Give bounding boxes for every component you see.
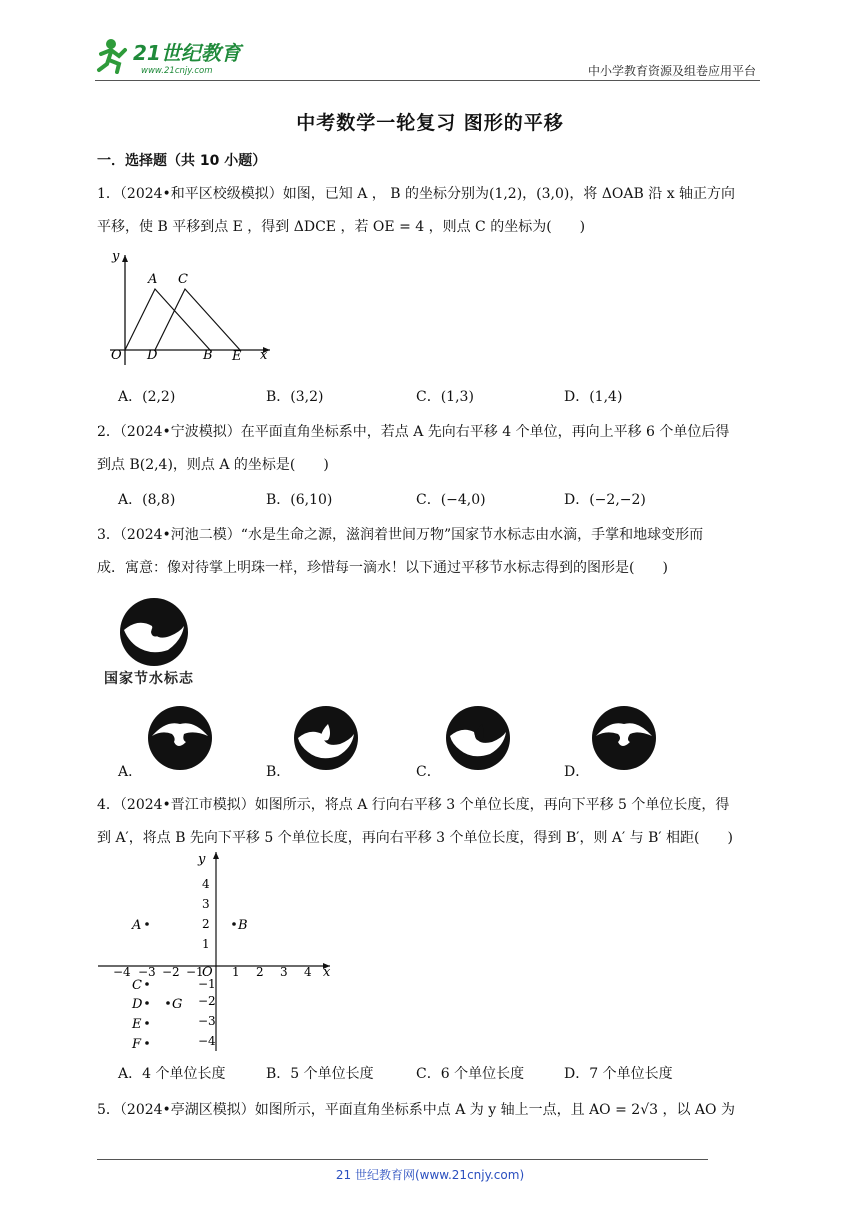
x-tick: −3 [138, 965, 156, 979]
option-D[interactable]: D．(−2,−2) [564, 492, 646, 508]
option-C[interactable]: C．(−4,0) [416, 492, 486, 508]
triangle-DCE [155, 289, 240, 350]
point-label-D: D [132, 997, 143, 1012]
question-2-options [118, 489, 778, 511]
question-4-line1: 4．（2024•晋江市模拟）如图所示，将点 A 行向右平移 3 个单位长度，再向下平移 5 个单位长度，得 [97, 797, 730, 813]
x-tick: 2 [256, 965, 264, 979]
question-1-line1: 1．（2024•和平区校级模拟）如图，已知 A ， B 的坐标分别为(1,2)，(3,0)，将 ΔOAB 沿 x 轴正方向 [97, 186, 736, 202]
question-2-line1: 2．（2024•宁波模拟）在平面直角坐标系中，若点 A 先向右平移 4 个单位，再向上平移 6 个单位后得 [97, 424, 730, 440]
y-tick: −1 [198, 977, 216, 991]
header-divider [95, 80, 760, 81]
y-tick: 1 [202, 937, 210, 951]
y-tick: 2 [202, 917, 210, 931]
question-4-line2: 到 A′，将点 B 先向下平移 5 个单位长度，再向右平移 3 个单位长度，得到 B′，则 A′ 与 B′ 相距( ) [97, 830, 733, 846]
y-tick: −4 [198, 1034, 216, 1048]
label-E: E [232, 349, 242, 364]
label-y: y [112, 249, 120, 264]
emblem-caption: 国家节水标志 [104, 671, 194, 687]
header-platform-text: 中小学教育资源及组卷应用平台 [587, 64, 756, 78]
point-label-G: G [172, 997, 183, 1012]
question-3-line1: 3．（2024•河池二模）“水是生命之源，滋润着世间万物”国家节水标志由水滴，手掌和地球变形而 [97, 527, 704, 543]
page-title: 中考数学一轮复习 图形的平移 [296, 112, 564, 134]
option-A[interactable]: A． [118, 764, 143, 780]
label-O: O [202, 965, 213, 980]
point-label-E: E [132, 1017, 142, 1032]
label-A: A [148, 272, 158, 287]
x-tick: −2 [162, 965, 180, 979]
option-D[interactable]: D．(1,4) [564, 389, 623, 405]
footer-divider [97, 1159, 708, 1160]
x-tick: −4 [113, 965, 131, 979]
option-A[interactable]: A．(8,8) [118, 492, 176, 508]
label-y: y [198, 852, 206, 867]
question-5 [97, 1094, 765, 1127]
water-saving-emblem [118, 596, 190, 668]
label-x: x [323, 965, 331, 980]
logo-text: 21世纪教育 [133, 41, 241, 65]
question-4 [97, 789, 765, 855]
x-tick: 1 [232, 965, 240, 979]
question-3-line2: 成．寓意：像对待掌上明珠一样，珍惜每一滴水！以下通过平移节水标志得到的图形是( ) [97, 560, 668, 576]
option-B[interactable]: B． [266, 764, 291, 780]
question-3-options [118, 761, 778, 783]
option-B[interactable]: B．(3,2) [266, 389, 324, 405]
y-tick: 3 [202, 897, 210, 911]
question-3 [97, 519, 765, 585]
question-1-figure [100, 247, 280, 367]
x-tick: 4 [304, 965, 312, 979]
option-C[interactable]: C．(1,3) [416, 389, 474, 405]
triangle-OAB [125, 289, 210, 350]
question-4-options [118, 1063, 778, 1085]
point-label-F: F [132, 1037, 142, 1052]
question-2-line2: 到点 B(2,4)，则点 A 的坐标是( ) [97, 457, 329, 473]
x-tick: −1 [186, 965, 204, 979]
runner-icon [99, 39, 125, 72]
option-B[interactable]: B．5 个单位长度 [266, 1066, 374, 1082]
site-logo [95, 36, 265, 76]
label-D: D [147, 348, 158, 363]
x-tick: 3 [280, 965, 288, 979]
footer-text[interactable]: 21 世纪教育网(www.21cnjy.com) [335, 1168, 525, 1182]
point-label-C: C [132, 978, 142, 993]
question-2 [97, 416, 765, 482]
option-A[interactable]: A．4 个单位长度 [118, 1066, 226, 1082]
option-D[interactable]: D．7 个单位长度 [564, 1066, 673, 1082]
label-O: O [111, 348, 122, 363]
label-C: C [178, 272, 188, 287]
y-tick: −2 [198, 994, 216, 1008]
option-C[interactable]: C． [416, 764, 441, 780]
question-5-line1: 5．（2024•亭湖区模拟）如图所示，平面直角坐标系中点 A 为 y 轴上一点，且 AO = 2√3 ，以 AO 为 [97, 1102, 735, 1118]
question-1 [97, 178, 765, 244]
option-C[interactable]: C．6 个单位长度 [416, 1066, 525, 1082]
option-B[interactable]: B．(6,10) [266, 492, 333, 508]
section-heading: 一．选择题（共 10 小题） [97, 153, 267, 169]
option-A[interactable]: A．(2,2) [118, 389, 176, 405]
question-4-figure [98, 848, 338, 1054]
logo-url: www.21cnjy.com [141, 66, 213, 76]
question-1-options [118, 386, 778, 408]
point-label-B: B [238, 918, 248, 933]
label-B: B [203, 348, 213, 363]
option-D[interactable]: D． [564, 764, 590, 780]
y-tick: 4 [202, 877, 210, 891]
label-x: x [260, 348, 268, 363]
point-label-A: A [132, 918, 142, 933]
y-tick: −3 [198, 1014, 216, 1028]
question-1-line2: 平移，使 B 平移到点 E ，得到 ΔDCE ，若 OE = 4 ，则点 C 的坐标为( ) [97, 219, 586, 235]
